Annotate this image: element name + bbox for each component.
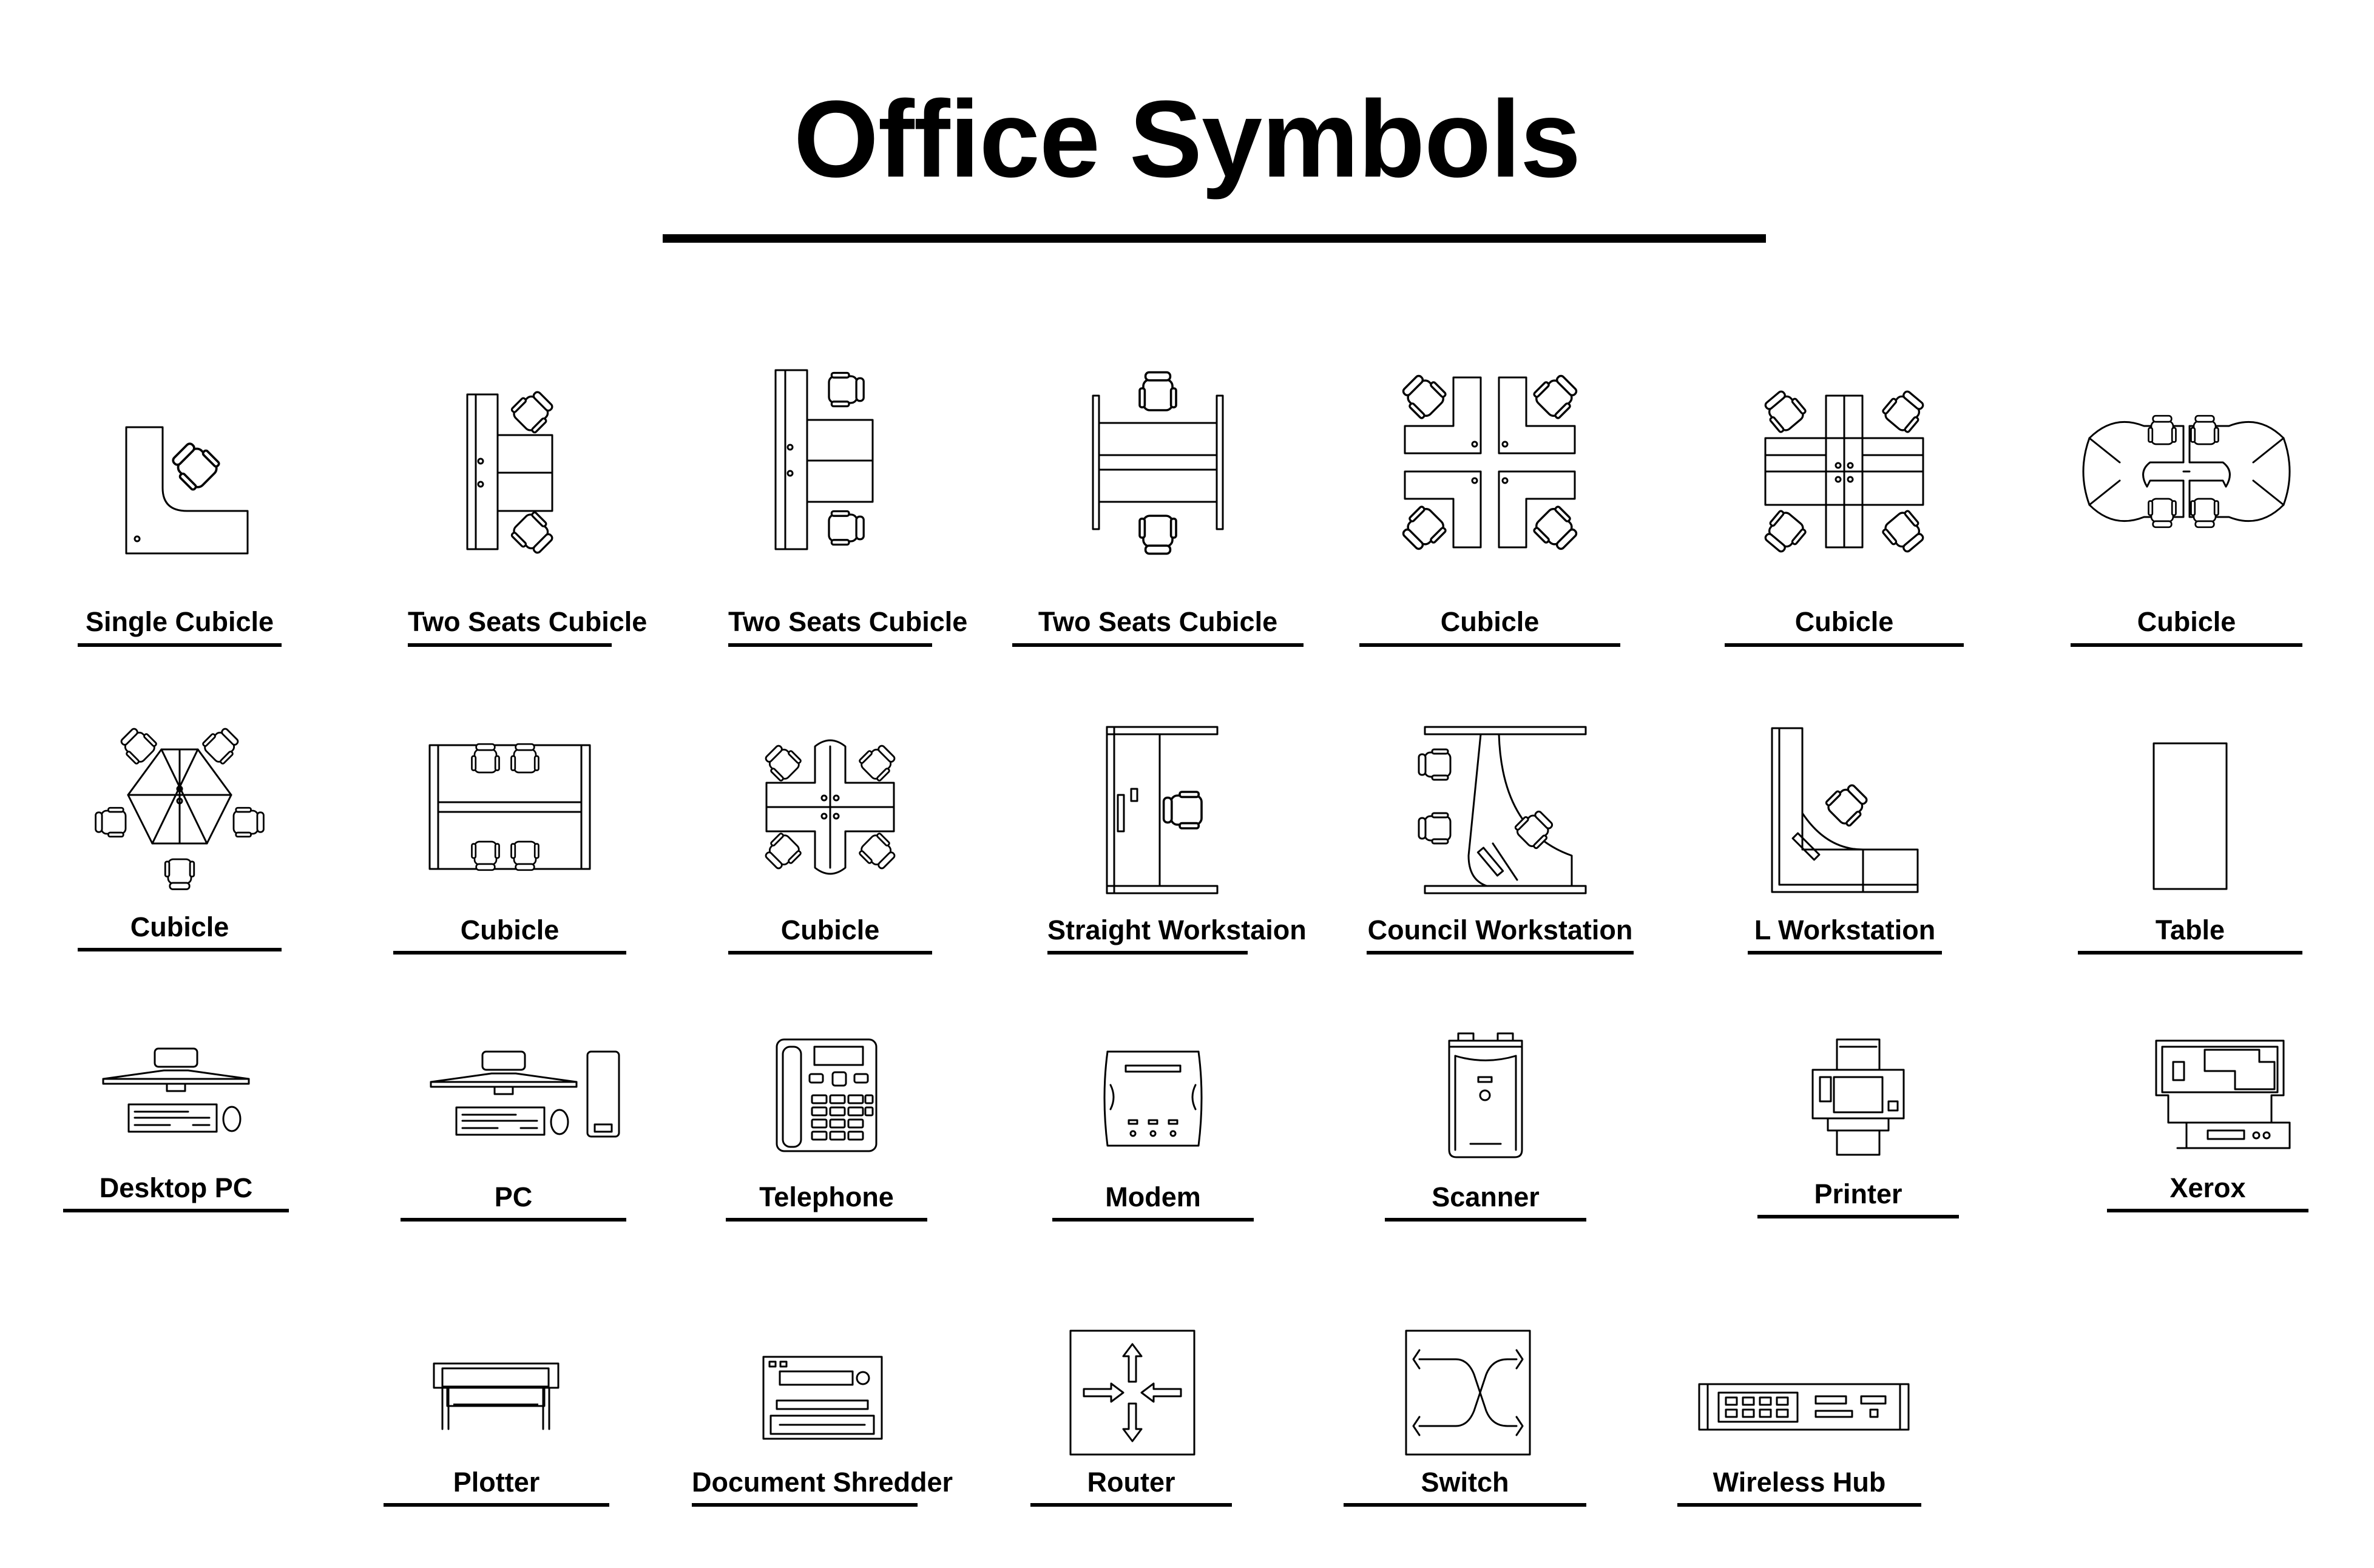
label-underline: [1757, 1215, 1959, 1218]
symbol-label: Cubicle: [460, 914, 560, 945]
symbol-item: [1385, 1183, 1586, 1222]
label-underline: [1367, 951, 1634, 955]
symbol-item: [1344, 1468, 1586, 1507]
symbol-item: [1748, 916, 1942, 955]
symbol-label: Two Seats Cubicle: [728, 606, 968, 637]
symbol-item: [2107, 1174, 2308, 1212]
symbol-label: Printer: [1814, 1178, 1902, 1209]
symbol-label: Table: [2155, 914, 2225, 945]
symbol-label: Scanner: [1432, 1181, 1540, 1212]
symbol-item: [393, 916, 626, 955]
label-underline: [2107, 1209, 2308, 1212]
symbol-label: Two Seats Cubicle: [408, 606, 648, 637]
symbol-label: Router: [1087, 1467, 1175, 1498]
symbol-item: [1367, 916, 1634, 955]
label-underline: [1677, 1503, 1921, 1507]
symbol-item: [408, 606, 648, 647]
label-underline: [728, 643, 932, 647]
label-underline: [1344, 1503, 1586, 1507]
symbol-label: Xerox: [2169, 1172, 2246, 1203]
symbol-item: [78, 913, 282, 951]
label-underline: [2078, 951, 2302, 955]
symbol-label: Single Cubicle: [85, 606, 274, 637]
symbol-label: Plotter: [453, 1467, 540, 1498]
label-underline: [78, 948, 282, 951]
symbol-item: [728, 916, 932, 955]
label-underline: [393, 951, 626, 955]
symbol-item: [2071, 608, 2302, 647]
page-title: Office Symbols: [793, 78, 1581, 200]
symbol-item: [78, 608, 282, 647]
label-underline: [1359, 643, 1620, 647]
symbol-item: [1030, 1468, 1232, 1507]
label-underline: [1047, 951, 1248, 955]
symbol-item: [726, 1183, 927, 1222]
label-underline: [1030, 1503, 1232, 1507]
symbol-item: [384, 1468, 609, 1507]
label-underline: [401, 1218, 626, 1222]
symbol-label: Desktop PC: [99, 1172, 253, 1203]
symbol-label: L Workstation: [1754, 914, 1936, 945]
symbol-label: Cubicle: [2137, 606, 2236, 637]
symbol-label: PC: [494, 1181, 533, 1212]
label-underline: [408, 643, 612, 647]
label-underline: [692, 1503, 918, 1507]
symbol-item: [401, 1183, 626, 1222]
label-underline: [1725, 643, 1964, 647]
label-underline: [1748, 951, 1942, 955]
label-underline: [384, 1503, 609, 1507]
label-underline: [2071, 643, 2302, 647]
symbol-label: Cubicle: [130, 911, 229, 942]
label-underline: [1052, 1218, 1254, 1222]
symbol-item: [1725, 608, 1964, 647]
symbol-item: [63, 1174, 289, 1212]
symbol-item: [1359, 608, 1620, 647]
symbol-item: [692, 1467, 953, 1507]
label-underline: [1012, 643, 1304, 647]
symbol-item: [1052, 1183, 1254, 1222]
label-underline: [78, 643, 282, 647]
symbol-label: Wireless Hub: [1713, 1467, 1886, 1498]
symbol-label: Two Seats Cubicle: [1038, 606, 1278, 637]
symbol-label: Switch: [1421, 1467, 1509, 1498]
symbol-label: Council Workstation: [1367, 914, 1633, 945]
symbol-item: [1677, 1468, 1921, 1507]
symbol-item: [1012, 608, 1304, 647]
label-underline: [1385, 1218, 1586, 1222]
symbol-item: [1757, 1180, 1959, 1218]
symbol-label: Straight Workstaion: [1047, 914, 1307, 945]
title-underline: [663, 234, 1766, 243]
symbol-item: [2078, 916, 2302, 955]
symbol-label: Cubicle: [1440, 606, 1540, 637]
symbol-label: Document Shredder: [692, 1467, 953, 1498]
symbol-item: [728, 606, 968, 647]
symbol-item: [1047, 914, 1307, 955]
label-underline: [63, 1209, 289, 1212]
symbol-label: Modem: [1105, 1181, 1201, 1212]
symbol-label: Cubicle: [1794, 606, 1894, 637]
symbol-label: Cubicle: [780, 914, 880, 945]
label-underline: [726, 1218, 927, 1222]
symbol-label: Telephone: [759, 1181, 894, 1212]
label-underline: [728, 951, 932, 955]
